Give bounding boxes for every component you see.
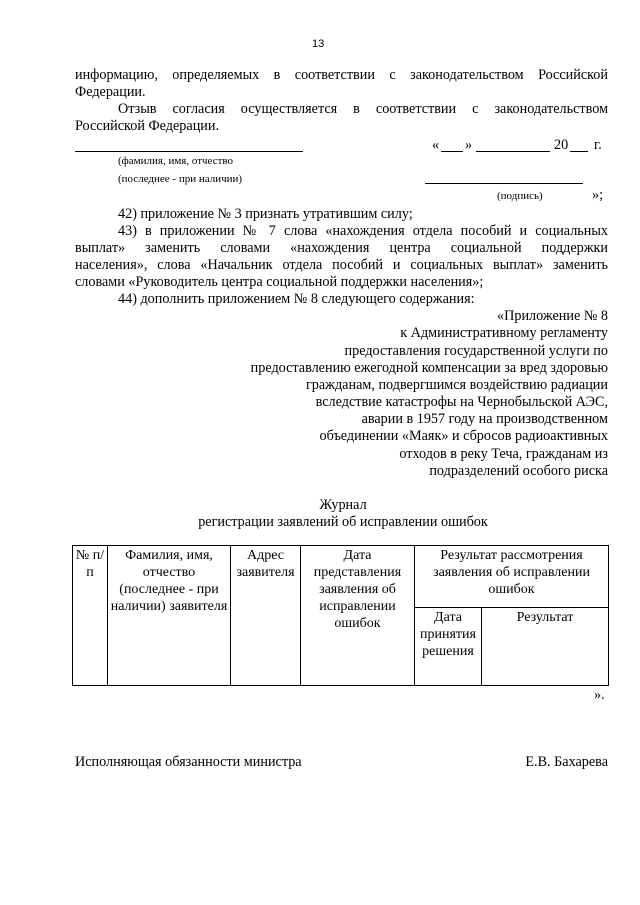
- item-43-line: 43) в приложении № 7 слова «нахождения отдела пособий и социальных: [118, 223, 608, 239]
- page-number: 13: [312, 38, 325, 50]
- paragraph-line: Отзыв согласия осуществляется в соответствии с законодательством: [118, 101, 608, 117]
- item-44: 44) дополнить приложением № 8 следующего содержания:: [118, 291, 475, 307]
- date-open-quote: «: [432, 137, 440, 153]
- fio-underline: [75, 151, 303, 152]
- item-43-line: выплат» заменить словами «нахождения центра социальной поддержки: [75, 240, 608, 256]
- date-suffix: г.: [594, 137, 602, 153]
- date-year-prefix: 20: [554, 137, 569, 153]
- signature-underline: [425, 183, 583, 184]
- item-42: 42) приложение № 3 признать утратившим силу;: [118, 206, 413, 222]
- signature-end: »;: [592, 187, 604, 203]
- col-address-header: Адрес заявителя: [231, 546, 301, 686]
- date-year-blank: [570, 151, 588, 152]
- paragraph-line: Федерации.: [75, 84, 146, 100]
- col-result-header: Результат: [482, 608, 609, 686]
- col-result-group-header: Результат рассмотрения заявления об исправлении ошибок: [415, 546, 609, 608]
- fio-caption: (фамилия, имя, отчество: [118, 155, 234, 167]
- col-decision-date-header: Дата принятия решения: [415, 608, 482, 686]
- appendix-header-line: подразделений особого риска: [429, 463, 608, 479]
- col-fio-header: Фамилия, имя, отчество (последнее - при наличии) заявителя: [108, 546, 231, 686]
- appendix-header-line: вследствие катастрофы на Чернобыльской АЭС,: [315, 394, 608, 410]
- col-num-header: № п/п: [73, 546, 108, 686]
- appendix-header-line: аварии в 1957 году на производственном: [361, 411, 608, 427]
- fio-caption-2: (последнее - при наличии): [118, 173, 243, 185]
- date-close-quote: »: [465, 137, 473, 153]
- signer-position: Исполняющая обязанности министра: [75, 754, 302, 770]
- closing-quote: ».: [594, 687, 605, 703]
- appendix-header-line: предоставления государственной услуги по: [344, 343, 608, 359]
- journal-table: [72, 545, 609, 686]
- appendix-header-line: «Приложение № 8: [497, 308, 608, 324]
- signer-name: Е.В. Бахарева: [525, 754, 608, 770]
- item-43-line: словами «Руководитель центра социальной поддержки населения»;: [75, 274, 484, 290]
- paragraph-line: информацию, определяемых в соответствии с законодательством Российской: [75, 67, 608, 83]
- appendix-header-line: гражданам, подвергшимся воздействию радиации: [305, 377, 608, 393]
- appendix-header-line: объединении «Маяк» и сбросов радиоактивных: [319, 428, 608, 444]
- item-43-line: населения», слова «Начальник отдела пособий и социальных выплат» заменить: [75, 257, 608, 273]
- journal-subtitle: регистрации заявлений об исправлении ошибок: [198, 514, 488, 530]
- date-month-blank: [476, 151, 550, 152]
- appendix-header-line: отходов в реку Теча, гражданам из: [399, 446, 608, 462]
- signature-caption: (подпись): [497, 190, 543, 202]
- date-day-blank: [441, 151, 463, 152]
- appendix-header-line: к Административному регламенту: [400, 325, 608, 341]
- col-date-submit-header: Дата представления заявления об исправлении ошибок: [301, 546, 415, 686]
- appendix-header-line: предоставлению ежегодной компенсации за вред здоровью: [250, 360, 608, 376]
- paragraph-line: Российской Федерации.: [75, 118, 220, 134]
- journal-title: Журнал: [319, 497, 367, 513]
